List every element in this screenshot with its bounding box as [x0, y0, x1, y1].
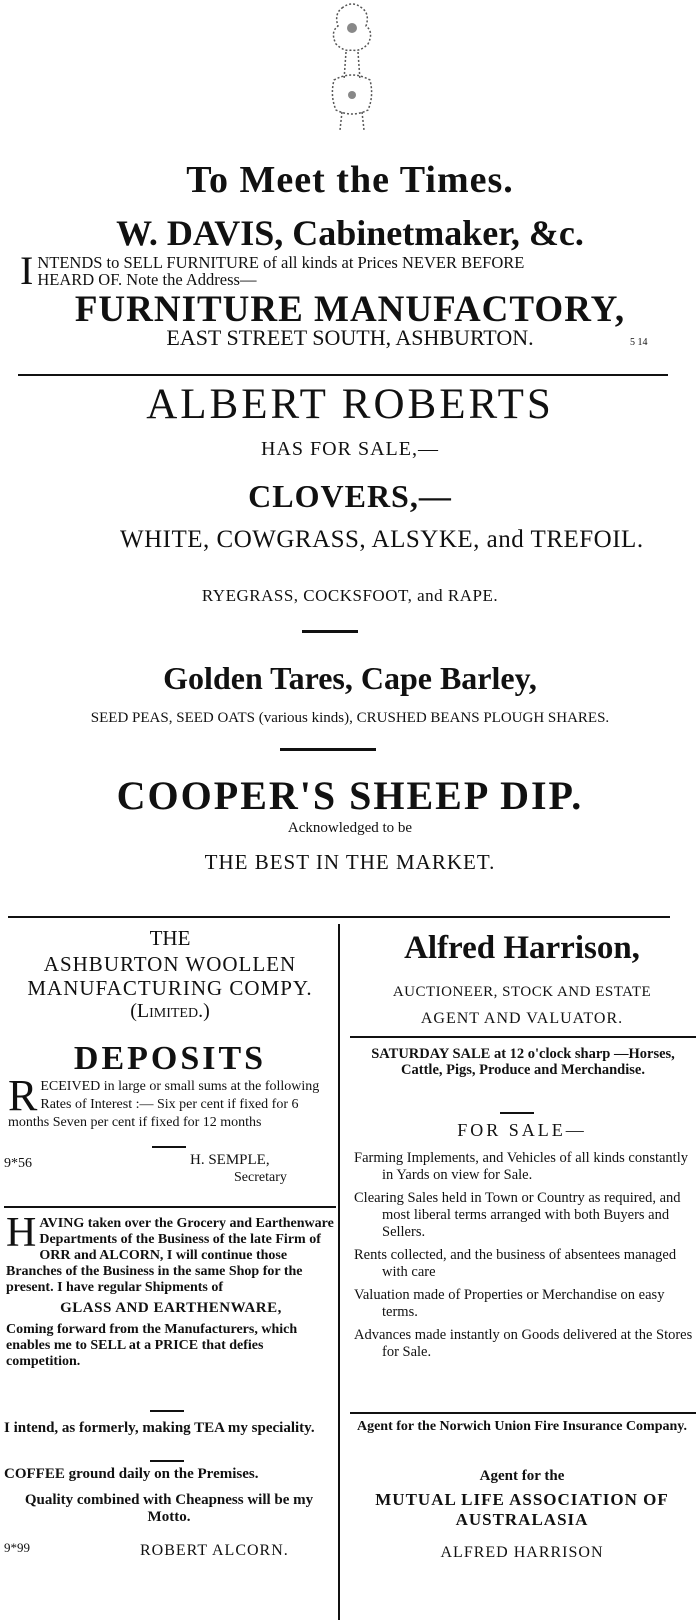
body-line: NTENDS to SELL FURNITURE of all kinds at Prices NEVER BEFORE	[37, 253, 525, 272]
divider	[350, 1036, 696, 1038]
profession-line: AUCTIONEER, STOCK AND ESTATE	[392, 984, 652, 1000]
divider	[4, 1206, 336, 1208]
service-item: Valuation made of Properties or Merchandise on easy terms.	[354, 1287, 665, 1320]
address: EAST STREET SOUTH, ASHBURTON.	[166, 325, 534, 350]
service-item: Clearing Sales held in Town or Country as required, and most liberal terms arranged with both Buyers and Sellers.	[354, 1190, 681, 1240]
drop-cap: H	[6, 1210, 37, 1256]
service-item: Rents collected, and the business of absentees managed with care	[354, 1247, 677, 1280]
grasses-list: RYEGRASS, COCKSFOOT, and RAPE.	[201, 586, 499, 605]
column-divider	[338, 924, 340, 1620]
mutual-life-text: MUTUAL LIFE ASSOCIATION OF AUSTRALASIA	[375, 1490, 669, 1529]
saturday-sale-text: SATURDAY SALE at 12 o'clock sharp —Horses, Cattle, Pigs, Produce and Merchandise.	[371, 1046, 675, 1078]
agent-norwich-text: Agent for the Norwich Union Fire Insurance Company.	[356, 1419, 688, 1434]
divider	[350, 1412, 696, 1414]
grocery-body	[6, 1210, 336, 1370]
body-text: AVING taken over the Grocery and Earthenware Departments of the Business of the late Firm of ORR and ALCORN, I will continue those Branches of the Business in the same Shop for the present. I have regular Shipments of	[6, 1216, 334, 1295]
agent-for-text: Agent for the	[479, 1468, 565, 1484]
for-sale-heading: FOR SALE—	[457, 1120, 587, 1140]
signer-name: ROBERT ALCORN.	[140, 1542, 289, 1559]
signer-name: ALFRED HARRISON	[440, 1544, 604, 1561]
short-divider	[152, 1146, 186, 1148]
profession-line: AGENT AND VALUATOR.	[420, 1010, 624, 1027]
drop-cap: I	[20, 248, 34, 293]
the-heading: THE	[149, 926, 191, 950]
clover-list: WHITE, COWGRASS, ALSYKE, and TREFOIL.	[120, 526, 644, 553]
ad-reference: 5 14	[630, 337, 648, 348]
best-in-market: THE BEST IN THE MARKET.	[204, 850, 496, 874]
divider	[18, 374, 668, 376]
short-divider	[150, 1410, 184, 1412]
tares-heading: Golden Tares, Cape Barley,	[163, 660, 537, 696]
short-divider	[280, 748, 376, 751]
headline: To Meet the Times.	[186, 159, 514, 201]
advertiser-name: Alfred Harrison,	[404, 930, 640, 966]
limited-text: (Limited.)	[130, 1000, 210, 1022]
advertiser-name: W. DAVIS, Cabinetmaker, &c.	[116, 213, 584, 253]
services-list	[354, 1150, 696, 1367]
body-text: Coming forward from the Manufacturers, which enables me to SELL at a PRICE that defies competition.	[6, 1322, 298, 1369]
advertiser-name: ALBERT ROBERTS	[146, 381, 554, 428]
deposits-heading: DEPOSITS	[73, 1040, 267, 1077]
clovers-heading: CLOVERS,—	[248, 478, 452, 514]
glass-heading: GLASS AND EARTHENWARE,	[60, 1300, 282, 1316]
divider	[8, 916, 670, 918]
drop-cap: R	[8, 1071, 38, 1120]
for-sale-heading: HAS FOR SALE,—	[261, 438, 439, 460]
company-line: MANUFACTURING COMPY.	[27, 976, 313, 1000]
short-divider	[302, 630, 358, 633]
short-divider	[150, 1460, 184, 1462]
short-divider	[500, 1112, 534, 1114]
sheep-dip-heading: COOPER'S SHEEP DIP.	[116, 773, 584, 818]
ad-reference: 9*99	[4, 1540, 30, 1555]
service-item: Farming Implements, and Vehicles of all kinds constantly in Yards on view for Sale.	[354, 1150, 688, 1183]
service-item: Advances made instantly on Goods delivered at the Stores for Sale.	[354, 1327, 693, 1360]
furniture-body	[20, 248, 700, 293]
factory-title: FURNITURE MANUFACTORY,	[74, 289, 626, 330]
ornament-decoration	[312, 0, 392, 140]
signer-name: H. SEMPLE,	[190, 1152, 270, 1168]
motto-text: Quality combined with Cheapness will be my Motto.	[24, 1492, 314, 1525]
body-line: HEARD OF. Note the Address—	[37, 270, 257, 289]
seeds-list: SEED PEAS, SEED OATS (various kinds), CRUSHED BEANS PLOUGH SHARES.	[90, 710, 610, 726]
ad-reference: 9*56	[4, 1156, 32, 1171]
coffee-text: COFFEE ground daily on the Premises.	[4, 1466, 259, 1482]
tea-text: I intend, as formerly, making TEA my speciality.	[4, 1420, 315, 1436]
company-line: ASHBURTON WOOLLEN	[43, 952, 297, 976]
signer-title: Secretary	[234, 1170, 287, 1185]
acknowledged-text: Acknowledged to be	[287, 820, 413, 836]
deposits-body	[8, 1071, 338, 1132]
body-text: ECEIVED in large or small sums at the following Rates of Interest :— Six per cent if fixed for 6 months Seven per cent if fixed for 12 months	[8, 1079, 320, 1130]
